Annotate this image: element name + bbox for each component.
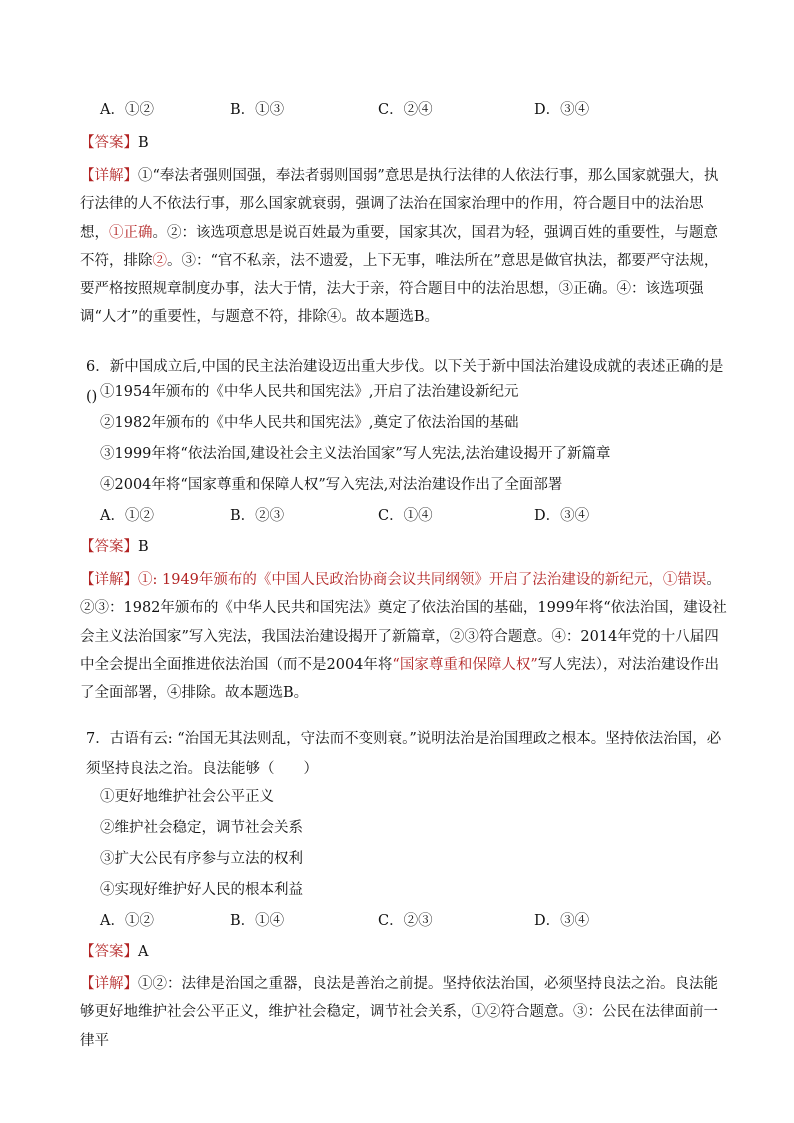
q6-options [100,506,720,526]
q7-option-b: B．①④ [230,913,285,929]
q5-detail [80,162,728,332]
q6-statement: ①1954年颁布的《中华人民共和国宪法》,开启了法治建设新纪元 [100,384,519,400]
q6-option-d: D．③④ [534,508,590,524]
q5-detail-part: 。③：“官不私亲，法不遗爱，上下无事，唯法所在”意思是做官执法，都要严守法规，要严格按照规章制度办事，法大于情，法大于亲，符合题目中的法治思想，③正确。④：该选项强调“人才”的重要性，与题意不符，排除④。故本题选B。 [80,252,719,326]
q7-answer-tag: 【答案】 [80,944,138,960]
q7-stem: 7．古语有云: “治国无其法则乱，守法而不变则衰。”说明法治是治国理政之根本。坚持依法治国，必须坚持良法之治。良法能够（ ） [86,731,722,777]
q5-option-d: D．③④ [534,102,590,118]
q7-detail [80,970,728,1055]
q6-option-a: A．①② [100,508,154,524]
q5-option-b: B．①③ [230,102,285,118]
q6-answer [80,537,149,557]
q6-detail-part: 写人宪法），对法治建设作出了全面部署，④排除。故本题选B。 [80,656,719,702]
q6-detail-part: ①: 1949年颁布的《中国人民政治协商会议共同纲领》开启了法治建设的新纪元，①错误 [138,572,707,588]
q5-detail-part: ①“奉法者强则国强，奉法者弱则国弱”意思是执行法律的人依法行事，那么国家就强大，执行法律的人不依法行事，那么国家就衰弱，强调了法治在国家治理中的作用，符合题目中的法治思想， [80,168,719,241]
q5-detail-part: ② [152,252,167,269]
q7-option-d: D．③④ [534,913,590,929]
q5-answer [80,133,149,153]
q7-statement: ②维护社会稳定，调节社会关系 [100,820,303,836]
q7-option-a: A．①② [100,913,154,929]
q6-statement: ②1982年颁布的《中华人民共和国宪法》,奠定了依法治国的基础 [100,415,519,431]
q6-detail-part: 。②③：1982年颁布的《中华人民共和国宪法》奠定了依法治国的基础，1999年将“依法治国，建设社会主义法治国家”写入宪法，我国法治建设揭开了新篇章，②③符合题意。④：2014年党的十八届四中全会提出全面推进依法治国（而不是2004年将 [80,572,727,673]
q7-option-c: C．②③ [378,913,433,929]
q7-detail-tag: 【详解】 [80,976,138,992]
q6-detail-tag: 【详解】 [80,572,138,588]
q7-answer [80,942,148,962]
q6-statement: ④2004年将“国家尊重和保障人权”写入宪法,对法治建设作出了全面部署 [100,477,563,493]
q6-detail-part: “国家尊重和保障人权” [392,656,538,673]
q7-answer-value: A [138,944,149,960]
q7-detail-part: ①②：法律是治国之重器，良法是善治之前提。坚持依法治国，必须坚持良法之治。良法能够更好地维护社会公平正义，维护社会稳定，调节社会关系，①②符合题意。③：公民在法律面前一律平 [80,976,718,1049]
q7-statement: ③扩大公民有序参与立法的权利 [100,851,303,867]
q7-options [100,911,720,931]
q5-detail-tag: 【详解】 [80,168,138,184]
q6-answer-value: B [138,539,149,555]
q5-option-a: A．①② [100,102,154,118]
q6-detail [80,566,728,707]
q6-stem: 6．新中国成立后,中国的民主法治建设迈出重大步伐。以下关于新中国法治建设成就的表述正确的是() [86,359,724,405]
q5-options [100,100,720,120]
q7-statement: ④实现好维护好人民的根本利益 [100,882,303,898]
q6-answer-tag: 【答案】 [80,539,138,555]
q5-answer-value: B [138,135,149,151]
q5-answer-tag: 【答案】 [80,135,138,151]
q5-detail-part: ①正确 [109,224,153,241]
q6-option-c: C．①④ [378,508,433,524]
q5-option-c: C．②④ [378,102,433,118]
q5-detail-part: 。②：该选项意思是说百姓最为重要，国家其次，国君为轻，强调百姓的重要性，与题意不符，排除 [80,224,718,269]
q6-statement: ③1999年将“依法治国,建设社会主义法治国家”写人宪法,法治建设揭开了新篇章 [100,446,611,462]
q6-option-b: B．②③ [230,508,285,524]
q7-statement: ①更好地维护社会公平正义 [100,789,274,805]
